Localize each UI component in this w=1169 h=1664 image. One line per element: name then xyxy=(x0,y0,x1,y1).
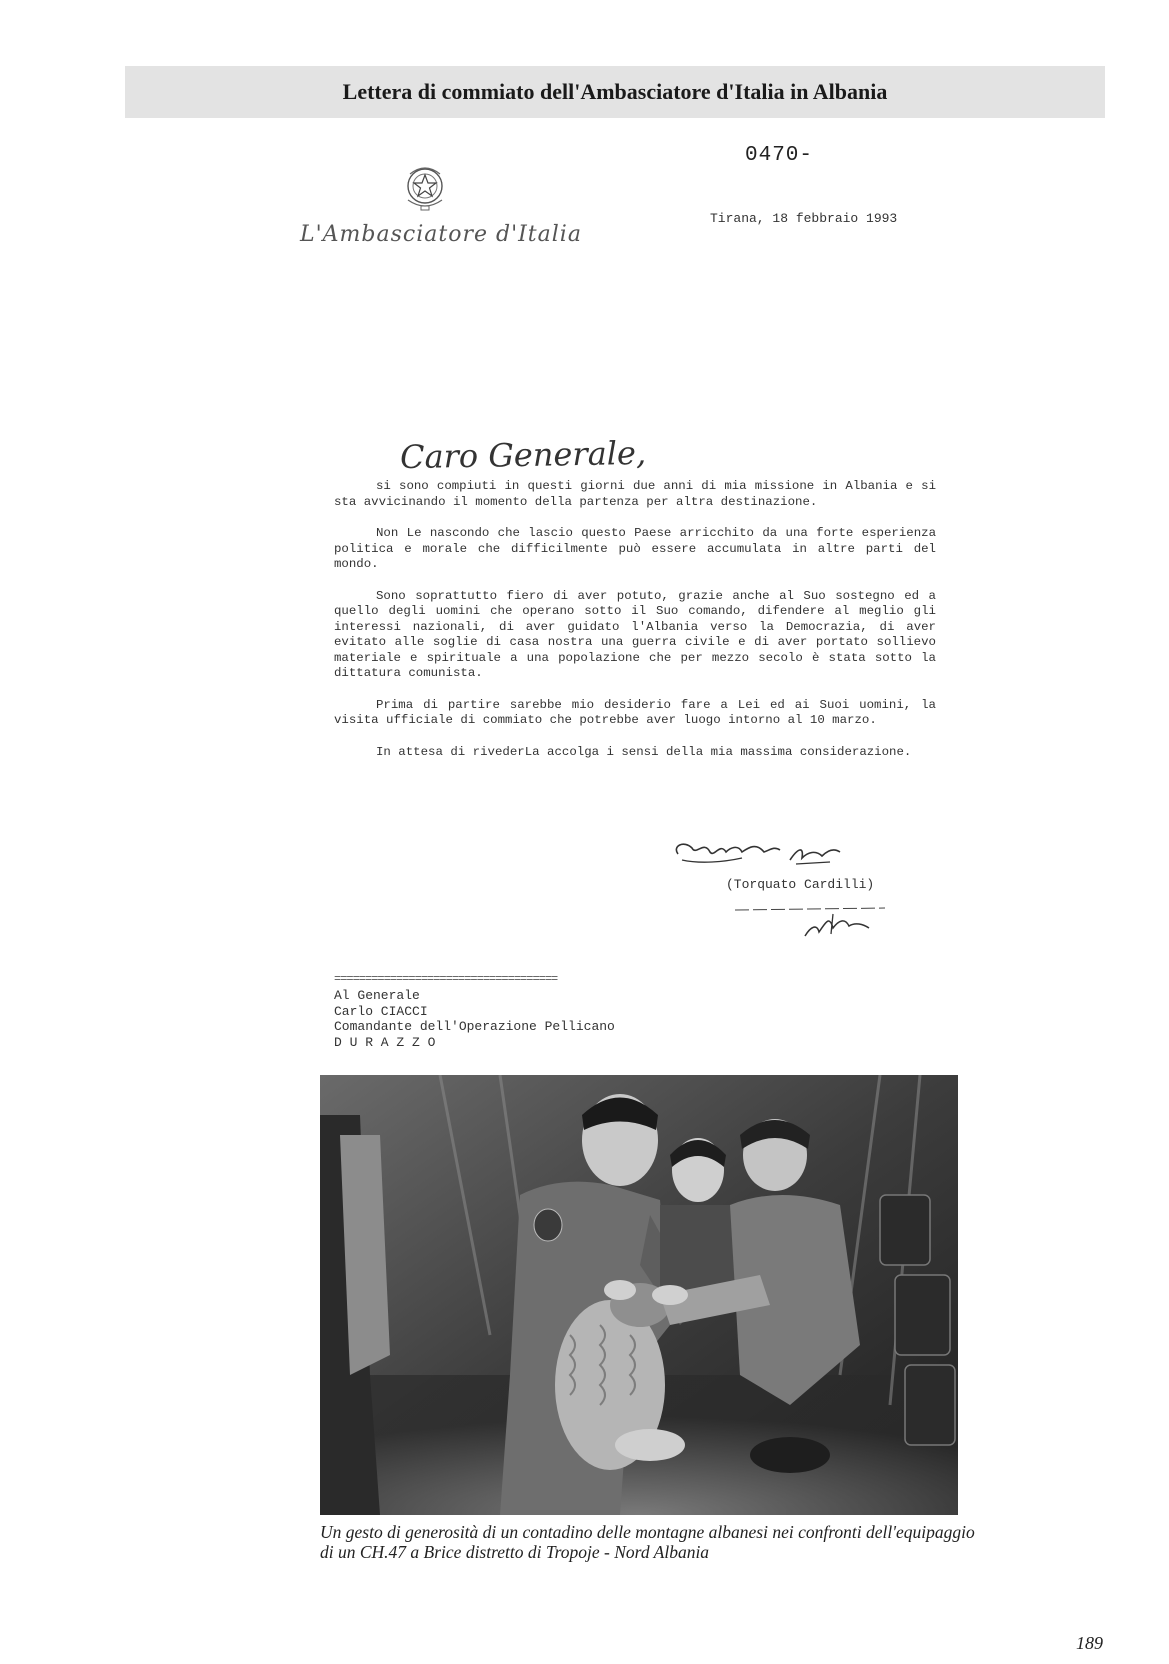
italian-emblem-icon xyxy=(400,160,450,214)
title-band xyxy=(125,66,1105,118)
dateline: Tirana, 18 febbraio 1993 xyxy=(710,211,898,226)
signer-name: (Torquato Cardilli) xyxy=(726,877,875,892)
letter-body xyxy=(334,479,936,776)
letter-paragraph: Non Le nascondo che lascio questo Paese arricchito da una forte esperienza politica e morale che difficilmente può essere accumulata in altre parti del mondo. xyxy=(334,526,936,571)
photograph xyxy=(320,1075,958,1515)
letter-paragraph: Sono soprattutto fiero di aver potuto, grazie anche al Suo sostegno ed a quello degli uomini che operano sotto il Suo comando, difendere al meglio gli interessi nazionali, di aver guidato l'Albania verso la Democrazia, di aver evitato alle soglie di casa nostra una guerra civile e di aver portato sollievo materiale e spirituale a una popolazione che per mezzo secolo è stata sotto la dittatura comunista. xyxy=(334,588,936,680)
address-line: Carlo CIACCI xyxy=(334,1003,428,1019)
letter-paragraph: si sono compiuti in questi giorni due anni di mia missione in Albania e si sta avvicinando il momento della partenza per altra destinazione. xyxy=(334,479,936,509)
handwritten-signature xyxy=(670,826,860,876)
recipient-address xyxy=(334,988,615,1050)
address-line: Al Generale xyxy=(334,988,420,1003)
letter-paragraph: Prima di partire sarebbe mio desiderio fare a Lei ed ai Suoi uomini, la visita ufficiale di commiato che potrebbe aver luogo intorno al 10 marzo. xyxy=(334,697,936,727)
address-line: D U R A Z Z O xyxy=(334,1034,436,1050)
page-number: 189 xyxy=(1076,1633,1103,1653)
initials-mark xyxy=(735,904,915,942)
photo-caption: Un gesto di generosità di un contadino delle montagne albanesi nei confronti dell'equipaggio di un CH.47 a Brice distretto di Tropoje - Nord Albania xyxy=(320,1522,975,1562)
ambassador-title: L'Ambasciatore d'Italia xyxy=(300,222,582,247)
protocol-number: 0470- xyxy=(745,144,814,167)
letter-paragraph: In attesa di rivederLa accolga i sensi della mia massima considerazione. xyxy=(376,744,912,759)
page-title: Lettera di commiato dell'Ambasciatore d'Italia in Albania xyxy=(342,79,888,104)
salutation: Caro Generale, xyxy=(399,433,647,477)
address-separator: ==================================== xyxy=(334,972,558,986)
address-line: Comandante dell'Operazione Pellicano xyxy=(334,1019,615,1034)
